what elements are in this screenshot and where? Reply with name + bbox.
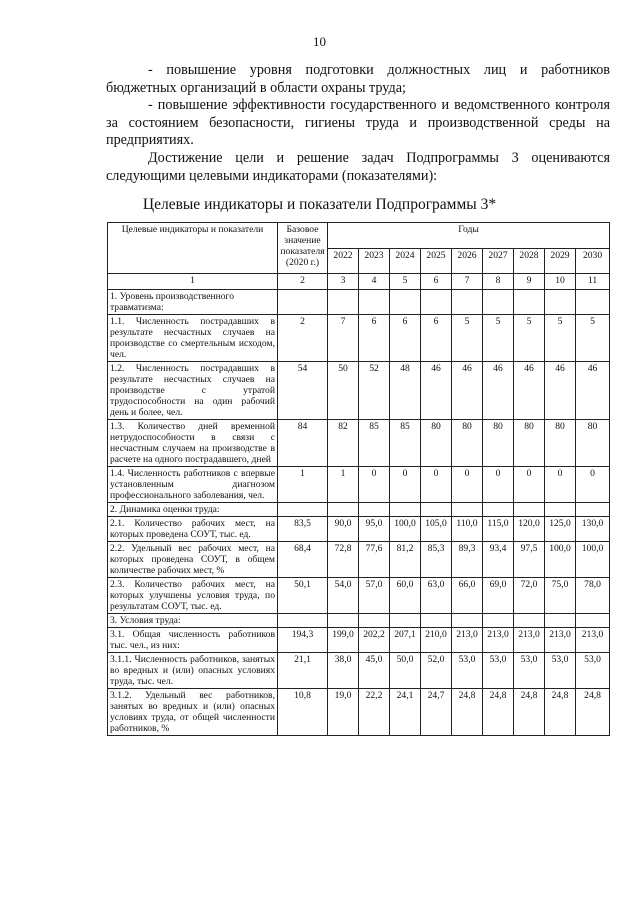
year-value-cell: 24,8 bbox=[576, 689, 610, 736]
year-value-cell: 45,0 bbox=[359, 653, 390, 689]
year-value-cell bbox=[576, 503, 610, 517]
table-row bbox=[108, 542, 610, 578]
table-row bbox=[108, 420, 610, 467]
column-number-cell: 8 bbox=[483, 274, 514, 290]
base-value-cell bbox=[278, 503, 328, 517]
year-value-cell: 53,0 bbox=[545, 653, 576, 689]
year-value-cell: 93,4 bbox=[483, 542, 514, 578]
column-number-cell: 3 bbox=[328, 274, 359, 290]
year-header: 2022 bbox=[328, 248, 359, 274]
column-number-cell: 4 bbox=[359, 274, 390, 290]
year-header: 2025 bbox=[421, 248, 452, 274]
year-value-cell bbox=[328, 290, 359, 315]
year-value-cell bbox=[514, 290, 545, 315]
year-value-cell: 199,0 bbox=[328, 628, 359, 653]
year-value-cell: 66,0 bbox=[452, 578, 483, 614]
year-header: 2024 bbox=[390, 248, 421, 274]
year-value-cell: 0 bbox=[452, 467, 483, 503]
column-number-cell: 11 bbox=[576, 274, 610, 290]
year-value-cell: 6 bbox=[421, 315, 452, 362]
year-value-cell: 89,3 bbox=[452, 542, 483, 578]
year-value-cell: 213,0 bbox=[514, 628, 545, 653]
year-value-cell: 46 bbox=[421, 362, 452, 420]
header-base-value: Базовое значение показателя (2020 г.) bbox=[278, 223, 328, 274]
table-row bbox=[108, 628, 610, 653]
year-value-cell: 57,0 bbox=[359, 578, 390, 614]
year-value-cell: 75,0 bbox=[545, 578, 576, 614]
year-value-cell: 24,1 bbox=[390, 689, 421, 736]
year-value-cell: 24,7 bbox=[421, 689, 452, 736]
year-value-cell: 5 bbox=[576, 315, 610, 362]
column-number-cell: 2 bbox=[278, 274, 328, 290]
base-value-cell: 1 bbox=[278, 467, 328, 503]
indicator-name: 1.1. Численность пострадавших в результате несчастных случаев на производстве со смертельным исходом, чел. bbox=[108, 315, 278, 362]
year-value-cell bbox=[359, 503, 390, 517]
page-number: 10 bbox=[313, 34, 326, 49]
year-value-cell: 60,0 bbox=[390, 578, 421, 614]
indicator-name: 2.1. Количество рабочих мест, на которых проведена СОУТ, тыс. ед. bbox=[108, 517, 278, 542]
year-value-cell bbox=[421, 503, 452, 517]
year-value-cell: 213,0 bbox=[452, 628, 483, 653]
year-value-cell: 202,2 bbox=[359, 628, 390, 653]
year-value-cell: 77,6 bbox=[359, 542, 390, 578]
year-value-cell: 63,0 bbox=[421, 578, 452, 614]
paragraph: - повышение эффективности государственного и ведомственного контроля за состоянием безопасности, гигиены труда и производственной среды на предприятиях. bbox=[106, 97, 610, 149]
year-value-cell: 22,2 bbox=[359, 689, 390, 736]
base-value-cell: 54 bbox=[278, 362, 328, 420]
year-value-cell bbox=[359, 290, 390, 315]
year-value-cell bbox=[514, 614, 545, 628]
year-value-cell bbox=[452, 290, 483, 315]
section-row bbox=[108, 614, 610, 628]
year-value-cell: 6 bbox=[359, 315, 390, 362]
year-value-cell: 213,0 bbox=[483, 628, 514, 653]
column-number-cell: 5 bbox=[390, 274, 421, 290]
year-value-cell: 5 bbox=[483, 315, 514, 362]
year-value-cell: 125,0 bbox=[545, 517, 576, 542]
table-row bbox=[108, 467, 610, 503]
year-value-cell: 72,0 bbox=[514, 578, 545, 614]
year-value-cell: 85 bbox=[390, 420, 421, 467]
year-value-cell bbox=[390, 614, 421, 628]
year-value-cell: 85,3 bbox=[421, 542, 452, 578]
table-row bbox=[108, 315, 610, 362]
paragraph: Достижение цели и решение задач Подпрограммы 3 оцениваются следующими целевыми индикаторами (показателями): bbox=[106, 149, 610, 184]
year-value-cell: 80 bbox=[483, 420, 514, 467]
year-value-cell: 19,0 bbox=[328, 689, 359, 736]
year-value-cell: 24,8 bbox=[452, 689, 483, 736]
year-value-cell: 46 bbox=[545, 362, 576, 420]
indicator-name: 1.2. Численность пострадавших в результате несчастных случаев на производстве с утратой трудоспособности на один рабочий день и более, чел. bbox=[108, 362, 278, 420]
year-value-cell bbox=[390, 290, 421, 315]
indicator-name: 2. Динамика оценки труда: bbox=[108, 503, 278, 517]
year-value-cell bbox=[545, 503, 576, 517]
year-value-cell: 24,8 bbox=[483, 689, 514, 736]
year-value-cell: 69,0 bbox=[483, 578, 514, 614]
indicator-name: 2.2. Удельный вес рабочих мест, на которых проведена СОУТ, в общем количестве рабочих мест, % bbox=[108, 542, 278, 578]
year-value-cell: 50 bbox=[328, 362, 359, 420]
year-value-cell: 0 bbox=[514, 467, 545, 503]
year-value-cell: 80 bbox=[421, 420, 452, 467]
year-value-cell: 95,0 bbox=[359, 517, 390, 542]
base-value-cell: 2 bbox=[278, 315, 328, 362]
year-value-cell: 38,0 bbox=[328, 653, 359, 689]
column-number-cell: 7 bbox=[452, 274, 483, 290]
year-value-cell: 53,0 bbox=[452, 653, 483, 689]
year-value-cell bbox=[483, 614, 514, 628]
year-value-cell bbox=[545, 290, 576, 315]
year-value-cell: 81,2 bbox=[390, 542, 421, 578]
year-value-cell: 5 bbox=[514, 315, 545, 362]
year-header: 2027 bbox=[483, 248, 514, 274]
year-value-cell: 52 bbox=[359, 362, 390, 420]
year-value-cell: 0 bbox=[421, 467, 452, 503]
indicator-name: 3.1.1. Численность работников, занятых во вредных и (или) опасных условиях труда, тыс. чел. bbox=[108, 653, 278, 689]
year-value-cell: 0 bbox=[576, 467, 610, 503]
year-value-cell: 5 bbox=[545, 315, 576, 362]
base-value-cell bbox=[278, 614, 328, 628]
year-value-cell bbox=[359, 614, 390, 628]
year-value-cell: 54,0 bbox=[328, 578, 359, 614]
year-value-cell: 80 bbox=[514, 420, 545, 467]
year-value-cell bbox=[421, 614, 452, 628]
year-value-cell: 100,0 bbox=[545, 542, 576, 578]
year-value-cell: 80 bbox=[576, 420, 610, 467]
table-row bbox=[108, 689, 610, 736]
year-value-cell bbox=[390, 503, 421, 517]
base-value-cell: 84 bbox=[278, 420, 328, 467]
table-row bbox=[108, 362, 610, 420]
base-value-cell: 68,4 bbox=[278, 542, 328, 578]
year-value-cell: 80 bbox=[452, 420, 483, 467]
year-value-cell bbox=[452, 614, 483, 628]
year-value-cell: 46 bbox=[452, 362, 483, 420]
year-value-cell bbox=[545, 614, 576, 628]
indicator-name: 3.1.2. Удельный вес работников, занятых во вредных и (или) опасных условиях труда, от общей численности работников, % bbox=[108, 689, 278, 736]
year-value-cell: 6 bbox=[390, 315, 421, 362]
year-value-cell bbox=[421, 290, 452, 315]
year-header: 2029 bbox=[545, 248, 576, 274]
year-value-cell: 85 bbox=[359, 420, 390, 467]
year-header: 2028 bbox=[514, 248, 545, 274]
year-value-cell: 97,5 bbox=[514, 542, 545, 578]
indicator-name: 1.4. Численность работников с впервые установленным диагнозом профессионального заболевания, чел. bbox=[108, 467, 278, 503]
year-value-cell bbox=[483, 503, 514, 517]
year-value-cell: 46 bbox=[483, 362, 514, 420]
year-value-cell: 105,0 bbox=[421, 517, 452, 542]
year-value-cell: 5 bbox=[452, 315, 483, 362]
base-value-cell: 194,3 bbox=[278, 628, 328, 653]
indicator-name: 3.1. Общая численность работников тыс. чел., из них: bbox=[108, 628, 278, 653]
column-number-cell: 6 bbox=[421, 274, 452, 290]
indicator-name: 1.3. Количество дней временной нетрудоспособности в связи с несчастным случаем на производстве в расчете на одного пострадавшего, дней bbox=[108, 420, 278, 467]
header-row bbox=[108, 223, 610, 249]
base-value-cell: 50,1 bbox=[278, 578, 328, 614]
year-value-cell bbox=[483, 290, 514, 315]
year-value-cell: 0 bbox=[545, 467, 576, 503]
paragraph: - повышение уровня подготовки должностных лиц и работников бюджетных организаций в области охраны труда; bbox=[106, 62, 610, 96]
base-value-cell: 83,5 bbox=[278, 517, 328, 542]
base-value-cell: 10,8 bbox=[278, 689, 328, 736]
year-value-cell bbox=[576, 614, 610, 628]
year-value-cell: 0 bbox=[390, 467, 421, 503]
body-text bbox=[106, 62, 610, 185]
year-value-cell: 50,0 bbox=[390, 653, 421, 689]
column-number-row bbox=[108, 274, 610, 290]
year-value-cell: 130,0 bbox=[576, 517, 610, 542]
year-value-cell bbox=[514, 503, 545, 517]
header-years: Годы bbox=[328, 223, 610, 249]
indicator-name: 3. Условия труда: bbox=[108, 614, 278, 628]
table-row bbox=[108, 653, 610, 689]
column-number-cell: 1 bbox=[108, 274, 278, 290]
year-value-cell: 53,0 bbox=[483, 653, 514, 689]
year-value-cell: 24,8 bbox=[514, 689, 545, 736]
year-value-cell: 53,0 bbox=[576, 653, 610, 689]
year-value-cell: 100,0 bbox=[390, 517, 421, 542]
section-row bbox=[108, 503, 610, 517]
year-value-cell: 120,0 bbox=[514, 517, 545, 542]
year-value-cell: 53,0 bbox=[514, 653, 545, 689]
year-value-cell: 46 bbox=[514, 362, 545, 420]
year-value-cell: 1 bbox=[328, 467, 359, 503]
year-value-cell: 110,0 bbox=[452, 517, 483, 542]
table-row bbox=[108, 517, 610, 542]
year-value-cell: 82 bbox=[328, 420, 359, 467]
year-value-cell: 78,0 bbox=[576, 578, 610, 614]
indicator-name: 1. Уровень производственного травматизма: bbox=[108, 290, 278, 315]
year-value-cell: 213,0 bbox=[545, 628, 576, 653]
year-value-cell: 100,0 bbox=[576, 542, 610, 578]
base-value-cell: 21,1 bbox=[278, 653, 328, 689]
year-value-cell: 48 bbox=[390, 362, 421, 420]
year-value-cell: 52,0 bbox=[421, 653, 452, 689]
table-body bbox=[108, 274, 610, 736]
year-value-cell bbox=[452, 503, 483, 517]
year-header: 2030 bbox=[576, 248, 610, 274]
column-number-cell: 10 bbox=[545, 274, 576, 290]
year-value-cell: 207,1 bbox=[390, 628, 421, 653]
year-value-cell bbox=[328, 614, 359, 628]
year-value-cell: 90,0 bbox=[328, 517, 359, 542]
year-value-cell bbox=[328, 503, 359, 517]
indicators-table bbox=[107, 222, 610, 736]
year-value-cell: 0 bbox=[359, 467, 390, 503]
column-number-cell: 9 bbox=[514, 274, 545, 290]
base-value-cell bbox=[278, 290, 328, 315]
table-row bbox=[108, 578, 610, 614]
section-row bbox=[108, 290, 610, 315]
year-value-cell: 213,0 bbox=[576, 628, 610, 653]
header-indicators: Целевые индикаторы и показатели bbox=[108, 223, 278, 274]
year-value-cell: 7 bbox=[328, 315, 359, 362]
year-value-cell: 72,8 bbox=[328, 542, 359, 578]
year-value-cell: 210,0 bbox=[421, 628, 452, 653]
year-value-cell: 115,0 bbox=[483, 517, 514, 542]
table-title: Целевые индикаторы и показатели Подпрограммы 3* bbox=[142, 196, 497, 213]
year-value-cell bbox=[576, 290, 610, 315]
year-value-cell: 0 bbox=[483, 467, 514, 503]
year-value-cell: 46 bbox=[576, 362, 610, 420]
indicator-name: 2.3. Количество рабочих мест, на которых улучшены условия труда, по результатам СОУТ, тыс. ед. bbox=[108, 578, 278, 614]
year-value-cell: 80 bbox=[545, 420, 576, 467]
year-value-cell: 24,8 bbox=[545, 689, 576, 736]
year-header: 2023 bbox=[359, 248, 390, 274]
year-header: 2026 bbox=[452, 248, 483, 274]
